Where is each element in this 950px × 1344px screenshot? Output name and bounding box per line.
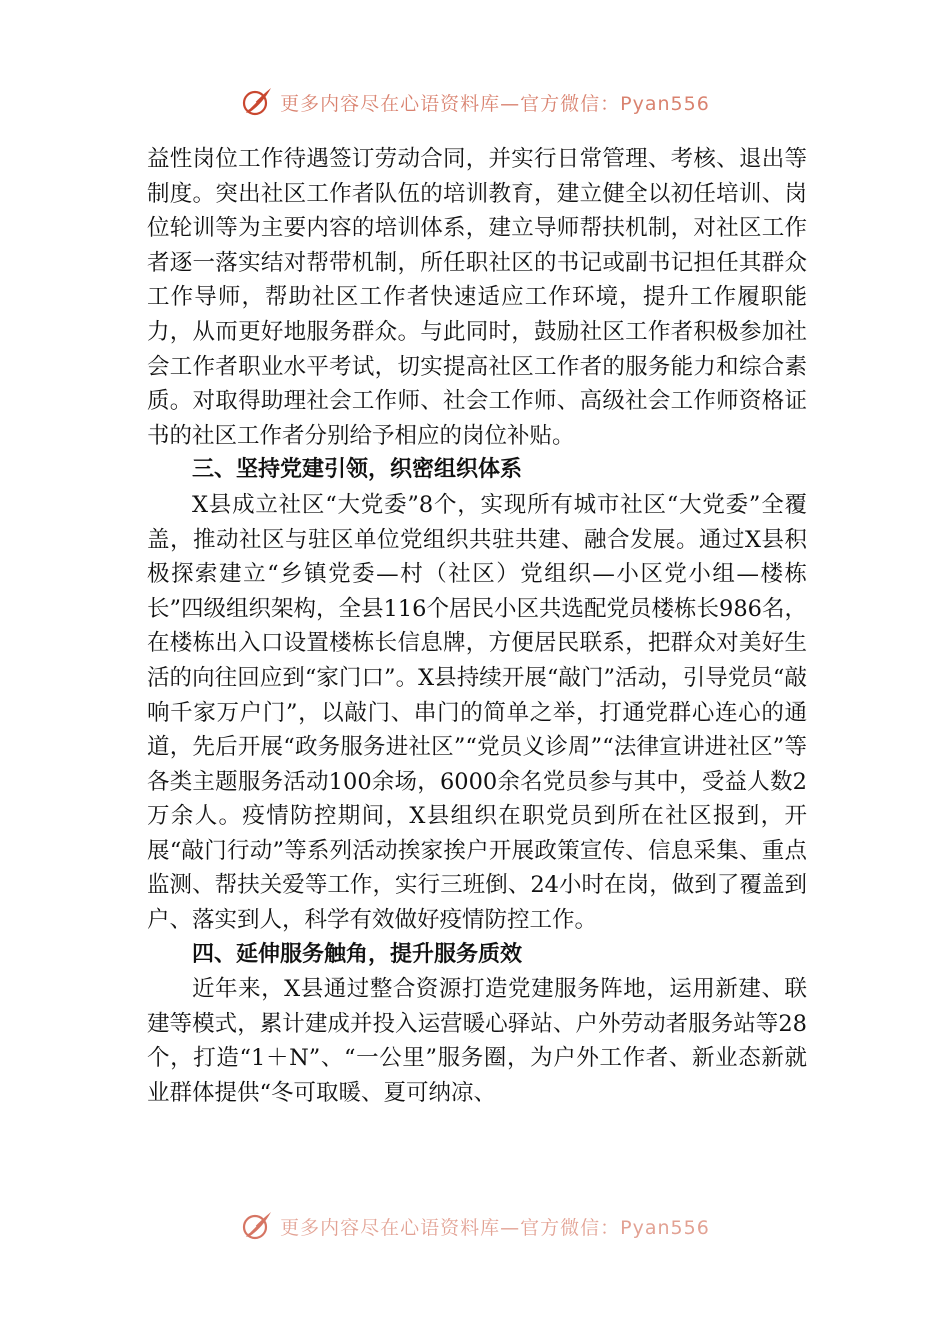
section-heading-4: 四、延伸服务触角，提升服务质效 <box>192 941 523 967</box>
document-body <box>147 142 807 1111</box>
watermark-text: 更多内容尽在心语资料库—官方微信：Pyan556 <box>280 92 710 115</box>
footer-watermark <box>0 1206 950 1246</box>
paragraph-party-building: X县成立社区“大党委”8个，实现所有城市社区“大党委”全覆盖，推动社区与驻区单位党组织共驻共建、融合发展。通过X县积极探索建立“乡镇党委—村（社区）党组织—小区党小组—楼栋长”四级组织架构，全县116个居民小区共选配党员楼栋长986名，在楼栋出入口设置楼栋长信息牌，方便居民联系，把群众对美好生活的向往回应到“家门口”。X县持续开展“敲门”活动，引导党员“敲响千家万户门”，以敲门、串门的简单之举，打通党群心连心的通道，先后开展“政务服务进社区”“党员义诊周”“法律宣讲进社区”等各类主题服务活动100余场，6000余名党员参与其中，受益人数2万余人。疫情防控期间，X县组织在职党员到所在社区报到，开展“敲门行动”等系列活动挨家挨户开展政策宣传、信息采集、重点监测、帮扶关爱等工作，实行三班倒、24小时在岗，做到了覆盖到户、落实到人，科学有效做好疫情防控工作。 <box>147 491 807 934</box>
quill-logo-icon <box>240 85 274 119</box>
watermark-text: 更多内容尽在心语资料库—官方微信：Pyan556 <box>280 1216 710 1239</box>
header-watermark <box>0 82 950 122</box>
quill-logo-icon <box>240 1209 274 1243</box>
paragraph-training: 益性岗位工作待遇签订劳动合同，并实行日常管理、考核、退出等制度。突出社区工作者队伍的培训教育，建立健全以初任培训、岗位轮训等为主要内容的培训体系，建立导师帮扶机制，对社区工作者逐一落实结对帮带机制，所任职社区的书记或副书记担任其群众工作导师，帮助社区工作者快速适应工作环境，提升工作履职能力，从而更好地服务群众。与此同时，鼓励社区工作者积极参加社会工作者职业水平考试，切实提高社区工作者的服务能力和综合素质。对取得助理社会工作师、社会工作师、高级社会工作师资格证书的社区工作者分别给予相应的岗位补贴。 <box>147 146 807 449</box>
section-heading-3: 三、坚持党建引领，织密组织体系 <box>192 457 523 483</box>
paragraph-services: 近年来，X县通过整合资源打造党建服务阵地，运用新建、联建等模式，累计建成并投入运营暖心驿站、户外劳动者服务站等28个，打造“1＋N”、“一公里”服务圈，为户外工作者、新业态新就业群体提供“冬可取暖、夏可纳凉、 <box>147 976 807 1107</box>
